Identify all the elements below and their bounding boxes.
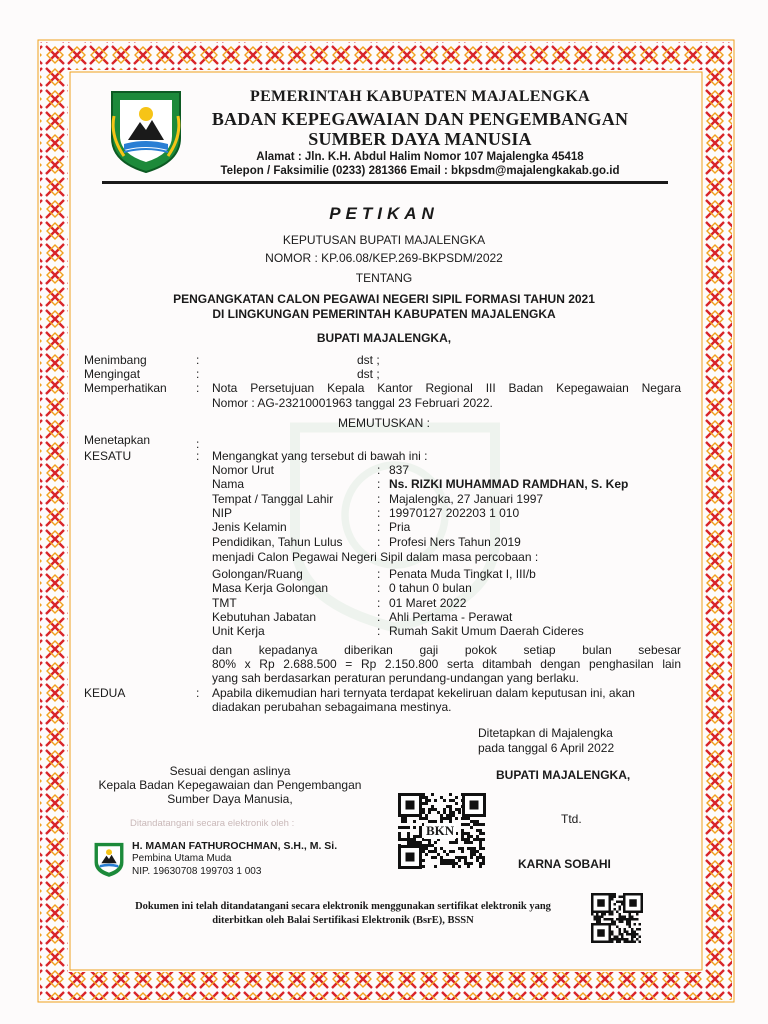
kesatu-colon: : [196,449,200,463]
field-value: 19970127 202203 1 010 [389,505,520,520]
tentang-label: TENTANG [355,271,413,285]
field-colon: : [377,609,381,624]
field-value: Pria [389,520,411,535]
memutuskan-heading: MEMUTUSKAN : [337,416,430,430]
gaji-line1: dan kepadanya diberikan gaji pokok setiap bulan sebesar [212,643,681,657]
field-value: 837 [389,463,410,477]
sesuai-line3: Sumber Daya Manusia, [167,792,293,806]
header-divider [102,181,668,184]
field-value: Penata Muda Tingkat I, III/b [389,567,536,581]
ttd-mark: Ttd. [561,812,582,826]
header-government: PEMERINTAH KABUPATEN MAJALENGKA [250,88,590,105]
field-label: TMT [212,595,237,610]
field-colon: : [377,567,381,581]
head-nip: NIP. 19630708 199703 1 003 [132,866,262,877]
mengingat-value: dst ; [357,367,380,381]
head-rank: Pembina Utama Muda [132,853,232,864]
memperhatikan-line2: Nomor : AG-23210001963 tanggal 23 Februari 2022. [212,396,493,410]
memperhatikan-label: Memperhatikan [84,381,167,395]
mengingat-colon: : [196,367,200,381]
bsre-qr-code [591,893,643,943]
field-value: 0 tahun 0 bulan [389,581,472,596]
header-agency-line1: BADAN KEPEGAWAIAN DAN PENGEMBANGAN [211,109,629,129]
field-label: Golongan/Ruang [212,567,303,581]
kedua-line1: Apabila dikemudian hari ternyata terdapat kekeliruan dalam keputusan ini, akan [212,686,635,700]
field-value: Majalengka, 27 Januari 1997 [389,491,544,506]
gaji-line2: 80% x Rp 2.688.500 = Rp 2.150.800 serta ditambah dengan penghasilan lain [212,657,681,671]
bupati-name: KARNA SOBAHI [518,857,611,871]
menetapkan-label: Menetapkan [84,433,151,447]
document-title: PETIKAN [329,204,439,223]
kesatu-intro: Mengangkat yang tersebut di bawah ini : [212,449,428,463]
ditetapkan-date: pada tanggal 6 April 2022 [478,741,615,755]
kedua-colon: : [196,686,200,700]
bupati-signatory-title: BUPATI MAJALENGKA, [496,768,631,782]
sesuai-line2: Kepala Badan Kepegawaian dan Pengembangan [98,778,362,792]
field-colon: : [377,520,381,535]
decree-subject-line2: DI LINGKUNGAN PEMERINTAH KABUPATEN MAJALENGKA [212,307,556,321]
field-colon: : [377,463,381,477]
field-label: Kebutuhan Jabatan [212,609,317,624]
field-label: Masa Kerja Golongan [212,581,329,596]
esign-note: Ditandatangani secara elektronik oleh : [130,818,295,829]
memperhatikan-line1: Nota Persetujuan Kepala Kantor Regional III Badan Kepegawaian Negara [212,381,681,395]
decree-title: KEPUTUSAN BUPATI MAJALENGKA [282,233,486,247]
header-address: Alamat : Jln. K.H. Abdul Halim Nomor 107 Majalengka 45418 [256,151,584,163]
field-colon: : [377,491,381,506]
field-label: Nomor Urut [212,463,275,477]
kesatu-label: KESATU [84,449,132,463]
head-name: H. MAMAN FATHUROCHMAN, S.H., M. Si. [132,840,338,852]
header-agency-line2: SUMBER DAYA MANUSIA [308,129,532,149]
field-label: Pendidikan, Tahun Lulus [212,534,343,549]
decree-subject-line1: PENGANGKATAN CALON PEGAWAI NEGERI SIPIL FORMASI TAHUN 2021 [173,292,595,306]
menimbang-value: dst ; [357,353,380,367]
gaji-line3: yang sah berdasarkan peraturan perundang-undangan yang berlaku. [212,671,579,685]
small-majalengka-logo [92,840,126,878]
field-value: Rumah Sakit Umum Daerah Cideres [389,624,584,639]
menimbang-colon: : [196,353,200,367]
menimbang-label: Menimbang [84,353,147,367]
field-colon: : [377,477,381,492]
field-colon: : [377,595,381,610]
menjadi-text: menjadi Calon Pegawai Negeri Sipil dalam masa percobaan : [212,550,539,564]
field-label: Jenis Kelamin [212,520,287,535]
mengingat-label: Mengingat [84,367,141,381]
kedua-label: KEDUA [84,686,126,700]
majalengka-logo [106,86,186,174]
field-label: Unit Kerja [212,624,265,639]
field-label: NIP [212,505,233,520]
field-colon: : [377,534,381,549]
kedua-line2: diadakan perubahan sebagaimana mestinya. [212,700,452,714]
field-value: Profesi Ners Tahun 2019 [389,534,521,549]
field-value: 01 Maret 2022 [389,595,467,610]
field-value: Ns. RIZKI MUHAMMAD RAMDHAN, S. Kep [389,477,629,492]
bkn-qr-label: BKN [426,823,455,838]
menetapkan-colon: : [196,437,200,451]
bupati-heading: BUPATI MAJALENGKA, [316,331,452,345]
field-colon: : [377,624,381,639]
footer-line1: Dokumen ini telah ditandatangani secara elektronik menggunakan sertifikat elektronik yang [135,901,551,912]
footer-line2: diterbitkan oleh Balai Sertifikasi Elektronik (BsrE), BSSN [212,915,474,926]
field-colon: : [377,505,381,520]
field-value: Ahli Pertama - Perawat [389,609,513,624]
ditetapkan-place: Ditetapkan di Majalengka [478,726,613,740]
field-label: Tempat / Tanggal Lahir [212,491,334,506]
decree-number: NOMOR : KP.06.08/KEP.269-BKPSDM/2022 [265,251,503,265]
field-label: Nama [212,477,245,492]
memperhatikan-colon: : [196,381,200,395]
header-contact: Telepon / Faksimilie (0233) 281366 Email : bkpsdm@majalengkakab.go.id [220,165,620,177]
sesuai-line1: Sesuai dengan aslinya [169,764,291,778]
field-colon: : [377,581,381,596]
